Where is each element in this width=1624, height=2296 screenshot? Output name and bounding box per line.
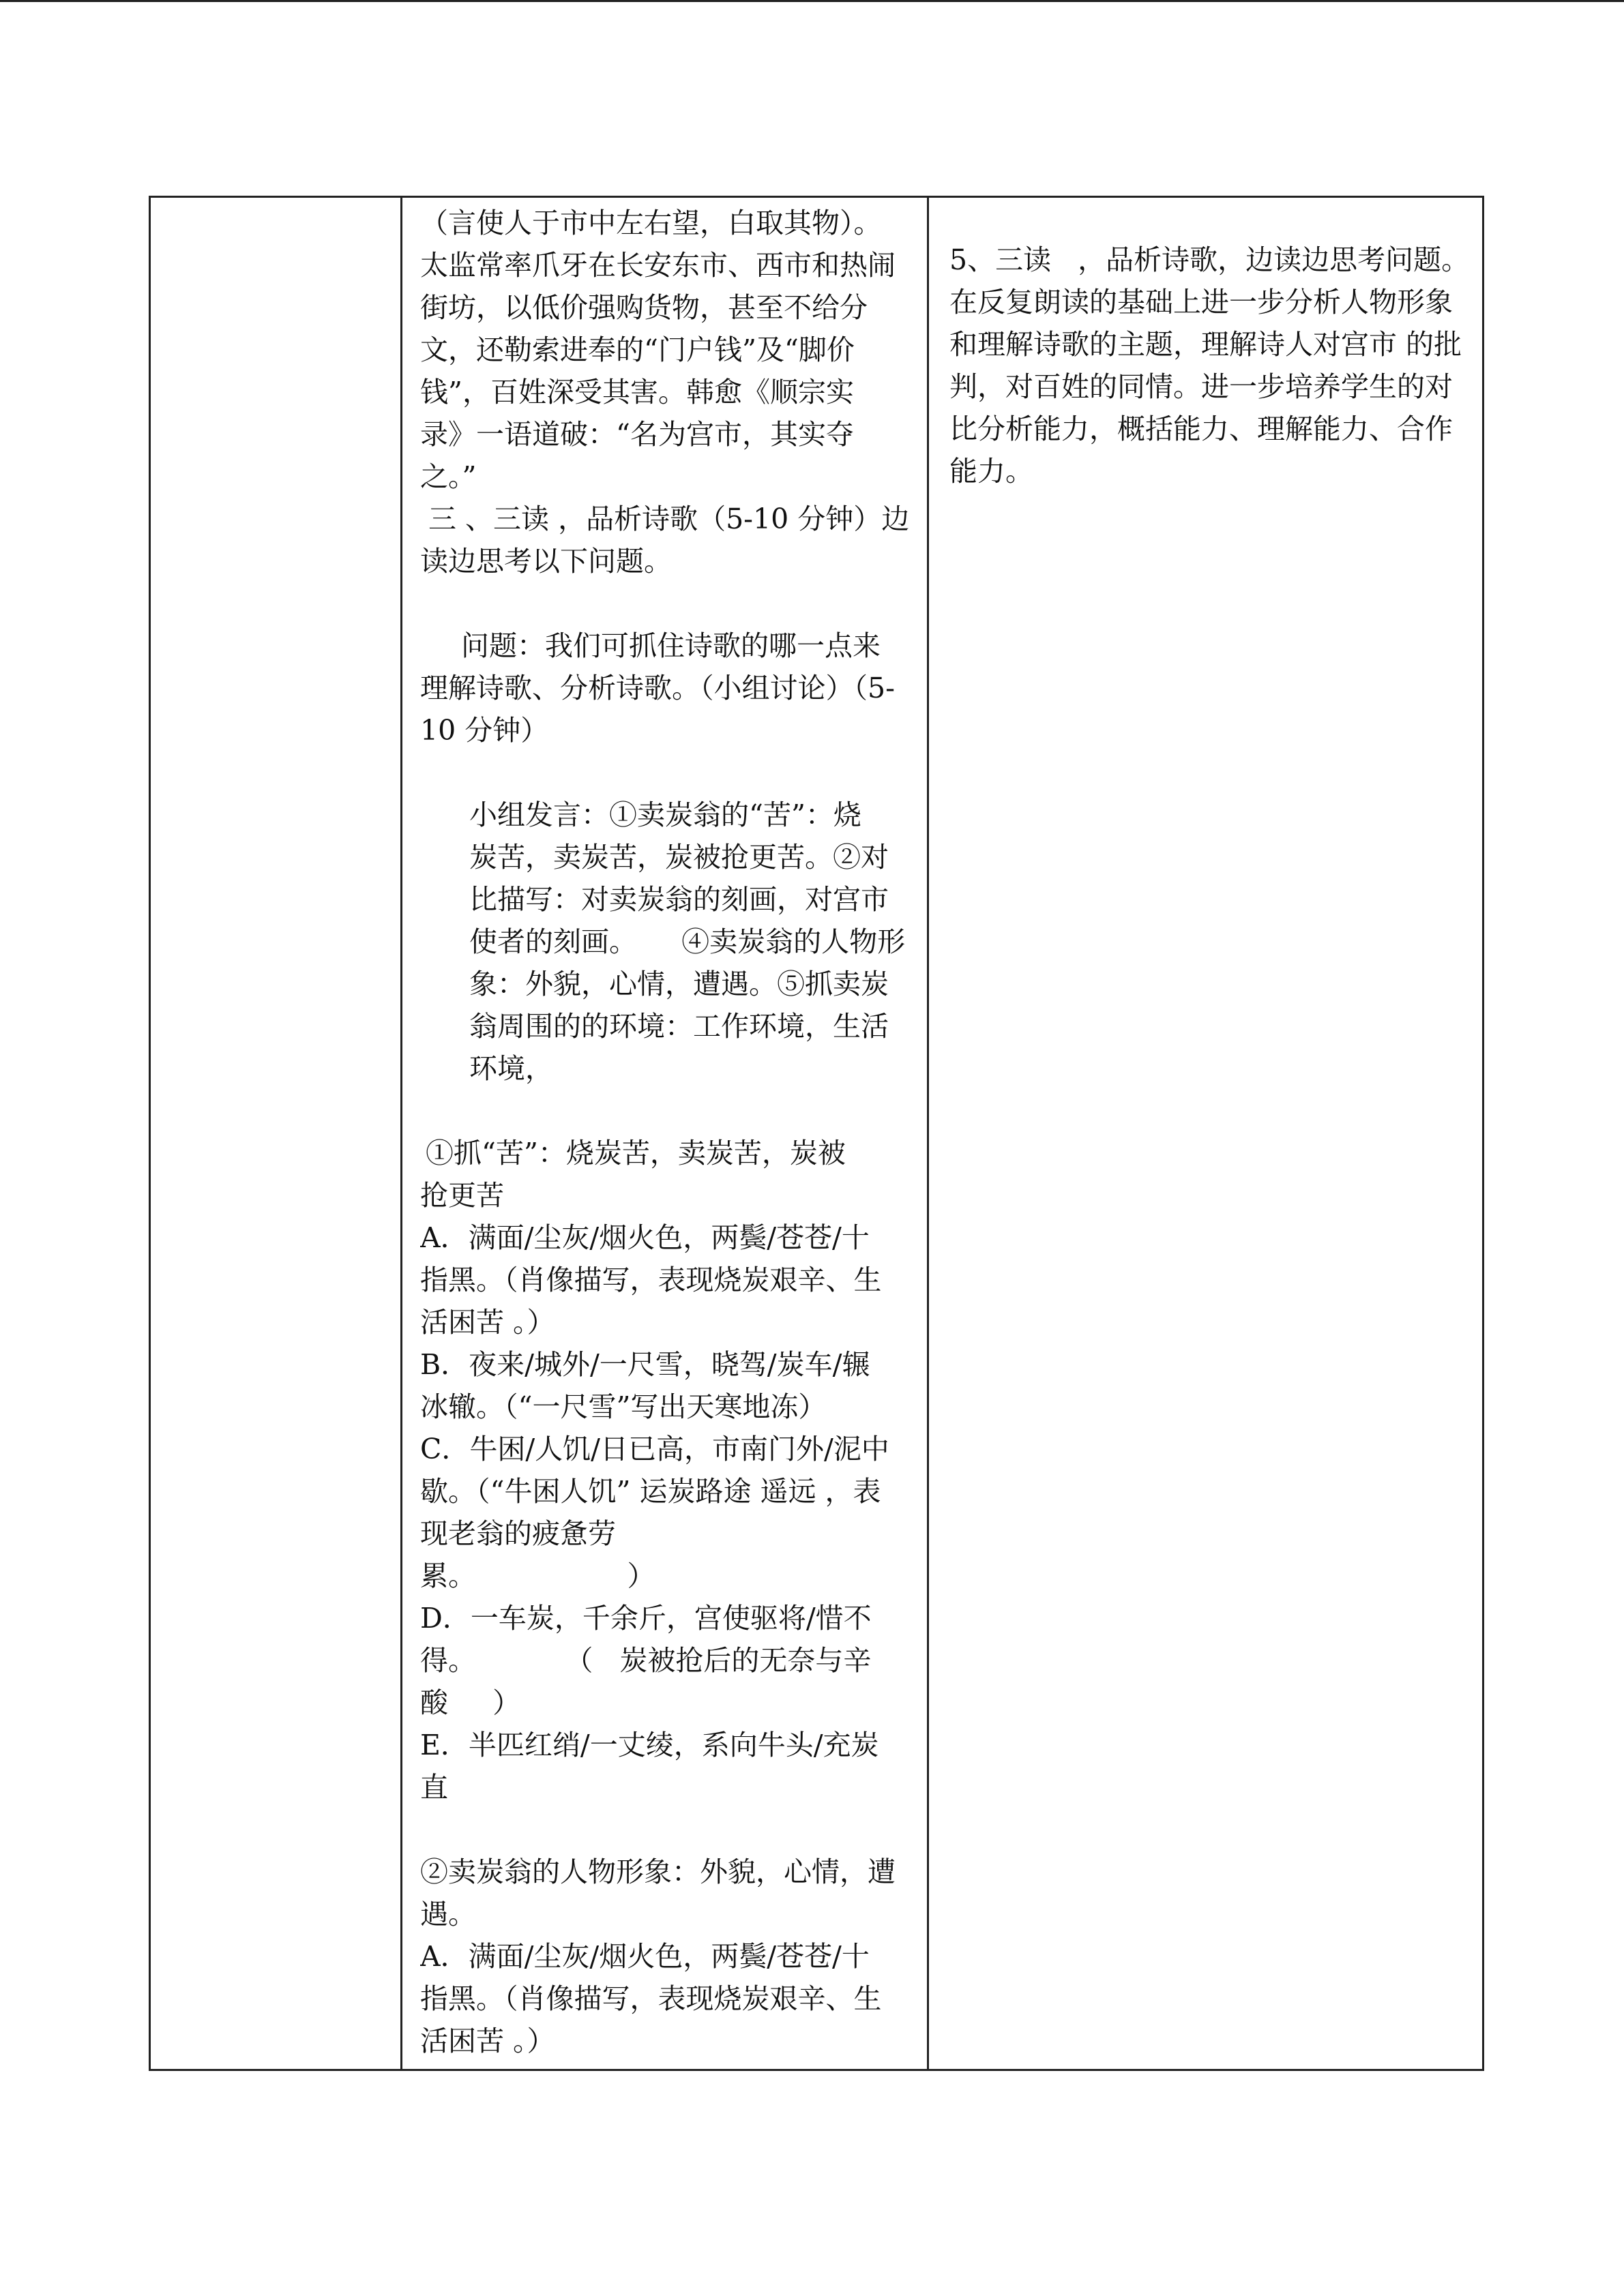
teaching-process-line: 录》一语道破：“名为宫市，其实夺	[420, 418, 854, 451]
teaching-process-line: 活困苦 。）	[420, 2025, 555, 2057]
teaching-process-line: 冰辙。（“一尺雪”写出天寒地冻）	[420, 1390, 827, 1423]
teaching-process-line	[420, 751, 915, 794]
teaching-process-line: 三 、三读 ，品析诗歌（5-10 分钟）边	[428, 503, 910, 535]
teaching-process-line: 小组发言：①卖炭翁的“苦”：烧	[469, 799, 861, 831]
teaching-process-line: 问题：我们可抓住诗歌的哪一点来	[461, 629, 881, 662]
design-intent-line: 和理解诗歌的主题，理解诗人对宫市 的批	[949, 328, 1462, 361]
table-column-teaching-process	[402, 198, 929, 2069]
teaching-process-line: 之。”	[420, 460, 477, 493]
teaching-process-line: 象：外貌，心情，遭遇。⑤抓卖炭	[469, 968, 889, 1000]
design-intent-line: 比分析能力，概括能力、理解能力、合作	[949, 413, 1453, 445]
teaching-process-line: 歇。（“牛困人饥” 运炭路途 遥远 ，表	[420, 1475, 881, 1508]
teaching-process-line	[420, 582, 915, 625]
teaching-process-line: 街坊，以低价强购货物，甚至不给分	[420, 291, 868, 324]
teaching-process-line: 遇。	[420, 1898, 476, 1930]
teaching-process-line: 活困苦 。）	[420, 1306, 555, 1339]
teaching-process-line: 累。 ）	[420, 1560, 655, 1592]
teaching-process-line: 10 分钟）	[420, 714, 549, 747]
design-intent-line: 5、三读 ，品析诗歌，边读边思考问题。	[949, 243, 1470, 276]
teaching-process-line: E．半匹红绡/一丈绫，系向牛头/充炭	[420, 1729, 879, 1761]
design-intent-line: 能力。	[949, 455, 1033, 488]
teaching-process-line: 文，还勒索进奉的“门户钱”及“脚价	[420, 333, 855, 366]
teaching-process-line: D．一车炭，千余斤，宫使驱将/惜不	[420, 1602, 872, 1635]
teaching-process-line: 比描写：对卖炭翁的刻画，对宫市	[469, 883, 889, 916]
teaching-process-line: 钱”，百姓深受其害。韩愈《顺宗实	[420, 376, 854, 408]
teaching-process-line: 读边思考以下问题。	[420, 545, 672, 578]
teaching-process-line: 环境，	[469, 1052, 553, 1085]
teaching-process-line	[420, 1808, 915, 1851]
teaching-process-line: A．满面/尘灰/烟火色，两鬓/苍苍/十	[420, 1221, 870, 1254]
teaching-process-line: 得。 （ 炭被抢后的无奈与辛	[420, 1644, 872, 1677]
teaching-process-line: 抢更苦	[420, 1179, 504, 1212]
design-intent-line: 判，对百姓的同情。进一步培养学生的对	[949, 370, 1453, 403]
teaching-process-line	[420, 1090, 915, 1132]
teaching-process-line: 指黑。（肖像描写，表现烧炭艰辛、生	[420, 1982, 882, 2015]
teaching-process-line: C．牛困/人饥/日已高，市南门外/泥中	[420, 1433, 889, 1465]
teaching-process-line: ②卖炭翁的人物形象：外貌，心情，遭	[420, 1855, 896, 1888]
page-top-rule	[0, 0, 1624, 2]
design-intent-line: 在反复朗读的基础上进一步分析人物形象	[949, 286, 1453, 318]
table-column-design-intent	[929, 198, 1482, 2069]
teaching-process-line: 炭苦，卖炭苦，炭被抢更苦。②对	[469, 841, 889, 874]
teaching-process-line: 翁周围的的环境：工作环境，生活	[469, 1010, 889, 1043]
teaching-process-line: 使者的刻画。 ④卖炭翁的人物形	[469, 925, 906, 958]
teaching-process-line: 直	[420, 1771, 448, 1804]
teaching-process-line: 指黑。（肖像描写，表现烧炭艰辛、生	[420, 1264, 882, 1296]
teaching-process-line: 酸 ）	[420, 1686, 521, 1719]
table-column-left	[151, 198, 402, 2069]
teaching-process-line: ①抓“苦”：烧炭苦，卖炭苦，炭被	[426, 1137, 846, 1169]
teaching-process-line: 理解诗歌、分析诗歌。（小组讨论）（5-	[420, 672, 895, 704]
teaching-process-line: 太监常率爪牙在长安东市、西市和热闹	[420, 249, 896, 282]
teaching-process-line: A．满面/尘灰/烟火色，两鬓/苍苍/十	[420, 1940, 870, 1973]
teaching-process-line: 现老翁的疲惫劳	[420, 1517, 616, 1550]
teaching-process-line: （言使人于市中左右望，白取其物）。	[420, 207, 882, 239]
lesson-plan-table	[149, 196, 1484, 2071]
teaching-process-line: B．夜来/城外/一尺雪，晓驾/炭车/辗	[420, 1348, 870, 1381]
